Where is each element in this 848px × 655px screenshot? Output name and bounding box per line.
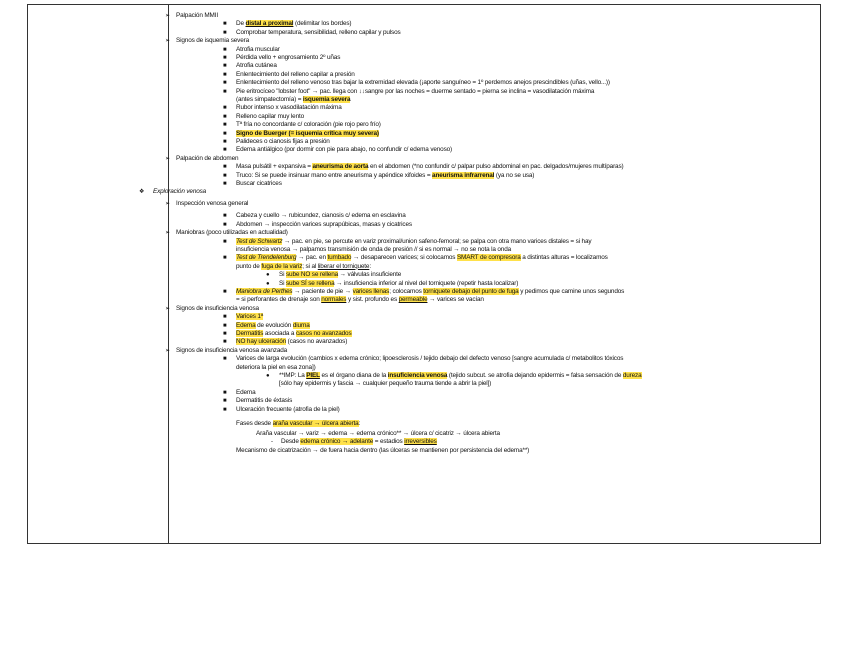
- text-segment: Buscar cicatrices: [236, 180, 282, 187]
- text-segment: ; si al: [302, 262, 318, 270]
- list-marker-icon: ●: [266, 373, 270, 379]
- list-item: [236, 355, 623, 363]
- list-marker-icon: ■: [223, 55, 227, 61]
- list-marker-icon: ■: [223, 221, 227, 228]
- list-marker-icon: ■: [223, 314, 227, 321]
- text-segment: → varices se vacían: [427, 296, 484, 304]
- text-segment: Si: [279, 279, 287, 287]
- highlighted-text: fuga de la variz: [261, 262, 303, 270]
- list-item: [236, 138, 330, 146]
- list-marker-icon: ■: [223, 164, 227, 171]
- list-item: [176, 12, 218, 20]
- list-item: [236, 338, 347, 346]
- text-segment: deteriora la piel en esa zona]): [236, 363, 316, 371]
- list-item: [236, 29, 401, 37]
- list-item: [256, 430, 500, 438]
- list-marker-icon: ■: [223, 139, 227, 145]
- text-segment: (delimitar los bordes): [293, 20, 352, 28]
- list-item: [236, 238, 591, 246]
- text-segment: = si perforantes de drenaje son: [236, 296, 322, 304]
- text-segment: liberar el torniquete: [317, 262, 370, 270]
- text-segment: Signos de insuficiencia venosa avanzada: [176, 346, 288, 354]
- highlighted-text: aneurisma de aorta: [312, 163, 369, 171]
- text-segment: [sólo hay epidermis y fascia → cualquier pequeño trauma tiende a abrir la piel]): [279, 380, 492, 388]
- list-item: [279, 271, 401, 279]
- highlighted-text: varices llenas: [352, 288, 390, 295]
- list-marker-icon: ■: [223, 63, 227, 70]
- text-segment: Signos de isquemia severa: [176, 37, 249, 45]
- list-item: [236, 96, 350, 104]
- text-segment: :: [358, 420, 361, 427]
- text-segment: Palpación MMII: [176, 12, 218, 19]
- text-segment: Palpación de abdomen: [176, 154, 239, 162]
- text-segment: ; colocamos: [389, 288, 424, 295]
- list-item: [236, 288, 624, 296]
- text-segment: (casos no avanzados): [286, 338, 348, 346]
- list-item: [236, 447, 529, 455]
- highlighted-text: insuficiencia venosa: [387, 372, 448, 379]
- list-item: [236, 71, 355, 79]
- list-item: [236, 254, 608, 262]
- text-segment: Si: [279, 271, 287, 279]
- highlighted-text: diurna: [292, 321, 310, 329]
- text-segment: Dermatitis de éxtasis: [236, 397, 293, 405]
- highlighted-text: araña vascular → úlcera abierta: [272, 420, 359, 427]
- highlighted-text: Test de Trendelenburg: [236, 254, 297, 262]
- list-item: [176, 305, 259, 313]
- list-item: [281, 438, 437, 446]
- highlighted-text: casos no avanzados: [295, 330, 352, 337]
- list-marker-icon: ➢: [165, 230, 171, 237]
- highlighted-text: PIEL: [306, 372, 320, 379]
- list-marker-icon: ■: [223, 406, 227, 413]
- text-segment: Araña vascular → variz → edema → edema crónico** → úlcera c/ cicatriz → úlcera abierta: [256, 430, 500, 437]
- text-segment: → desaparecen varices; si colocamos: [351, 254, 457, 262]
- list-marker-icon: ■: [223, 113, 227, 120]
- list-marker-icon: ■: [223, 29, 227, 36]
- list-item: [236, 113, 304, 121]
- text-segment: Cabeza y cuello → rubicundez, cianosis c/ edema en esclavina: [236, 212, 406, 220]
- list-marker-icon: ➢: [165, 201, 171, 208]
- list-marker-icon: ■: [223, 322, 227, 329]
- list-item: [236, 246, 511, 254]
- highlighted-text: irreversibles: [404, 438, 437, 446]
- list-marker-icon: ■: [223, 71, 227, 78]
- highlighted-text: NO hay ulceración: [236, 338, 287, 346]
- list-item: [236, 364, 316, 372]
- list-item: [153, 188, 206, 196]
- list-item: [236, 296, 484, 304]
- text-segment: Pie eritrocíceo "lobster foot" → pac. llega con ↓↓sangre por las noches = duerme sentado = pierna se inclina = vasodilatación máxima: [236, 87, 595, 95]
- text-segment: Enlentecimiento del relleno capilar a presión: [236, 70, 355, 78]
- list-item: [236, 221, 412, 229]
- list-marker-icon: ■: [223, 238, 227, 245]
- list-item: [236, 263, 371, 271]
- list-item: [236, 397, 292, 405]
- list-item: [236, 104, 342, 112]
- text-segment: a distintas alturas = localizamos: [520, 254, 608, 262]
- highlighted-text: Test de Schwartz: [236, 237, 283, 245]
- notes-table: [27, 4, 821, 544]
- text-segment: → paciente de pie →: [292, 288, 353, 295]
- text-segment: Varices de larga evolución (cambios x edema crónico; lipoesclerosis / tejido debajo del defecto venoso [sangre acumulada c/ metabolitos tóxicos: [236, 355, 624, 363]
- highlighted-text: Edema: [236, 321, 256, 329]
- text-segment: Exploración venosa: [153, 188, 207, 196]
- list-item: [236, 406, 340, 414]
- text-segment: Mecanismo de cicatrización → de fuera hacia dentro (las úlceras se mantienen por persistencia del edema**): [236, 446, 530, 454]
- text-segment: Comprobar temperatura, sensibilidad, relleno capilar y pulsos: [236, 28, 401, 36]
- list-item: [236, 79, 610, 87]
- list-item: [279, 280, 518, 288]
- list-marker-icon: ■: [223, 21, 227, 28]
- text-segment: Maniobras (poco utilizadas en actualidad): [176, 229, 288, 237]
- list-item: [236, 322, 310, 330]
- highlighted-text: Signo de Buerger (= isquemia crítica muy severa): [236, 129, 379, 137]
- text-segment: Fases desde: [236, 420, 273, 427]
- list-marker-icon: -: [271, 439, 273, 446]
- list-item: [236, 121, 381, 129]
- list-item: [236, 389, 256, 397]
- list-marker-icon: ➢: [165, 305, 171, 312]
- list-item: [236, 180, 282, 188]
- text-segment: Signos de insuficiencia venosa: [176, 304, 259, 312]
- text-segment: Truco: Si se puede insinuar mano entre aneurisma y apéndice xifoides =: [236, 171, 433, 179]
- list-marker-icon: ■: [223, 255, 227, 262]
- list-marker-icon: ➢: [165, 13, 171, 19]
- list-item: [236, 88, 594, 96]
- list-marker-icon: ■: [223, 80, 227, 87]
- text-segment: de evolución: [255, 321, 293, 329]
- text-segment: → insuficiencia inferior al nivel del torniquete (repetir hasta localizar): [334, 279, 519, 287]
- list-marker-icon: ●: [266, 272, 270, 279]
- text-segment: → pac. en pie, se percute en variz proximal/union safeno-femoral; se palpa con otra mano varices distales = si hay: [282, 237, 592, 245]
- text-segment: :: [369, 262, 371, 270]
- list-item: [236, 313, 263, 321]
- highlighted-text: tumbado: [327, 254, 352, 262]
- list-item: [236, 46, 280, 54]
- list-marker-icon: ■: [223, 105, 227, 112]
- text-segment: Edema antiálgico (por dormir con pie para abajo, no confundir c/ edema venoso): [236, 146, 453, 154]
- text-segment: De: [236, 20, 246, 28]
- list-item: [236, 62, 277, 70]
- text-segment: (ya no se usa): [494, 171, 535, 179]
- list-marker-icon: ➢: [165, 38, 171, 45]
- list-item: [236, 130, 379, 138]
- highlighted-text: edema crónico → adelante: [300, 438, 374, 446]
- list-marker-icon: ❖: [139, 189, 145, 196]
- list-item: [236, 146, 452, 154]
- highlighted-text: permeable: [398, 296, 428, 304]
- highlighted-text: distal a proximal: [245, 20, 294, 28]
- text-segment: Edema: [236, 388, 256, 396]
- text-segment: → válvulas insuficiente: [338, 271, 402, 279]
- list-item: [236, 172, 534, 180]
- highlighted-text: Varices 1ª: [236, 313, 264, 321]
- column-divider: [168, 5, 169, 543]
- text-segment: y sist. profundo es: [346, 296, 399, 304]
- list-item: [236, 20, 351, 28]
- text-segment: asociada a: [263, 330, 296, 337]
- list-item: [176, 200, 248, 208]
- highlighted-text: isquemia severa: [302, 96, 351, 103]
- text-segment: (tejido subcut. se atrofia dejando epidermis = falsa sensación de: [447, 372, 623, 379]
- list-marker-icon: ●: [266, 280, 270, 287]
- highlighted-text: Dermatitis: [236, 330, 264, 337]
- list-item: [236, 163, 623, 171]
- list-item: [236, 330, 352, 338]
- highlighted-text: dureza: [622, 372, 642, 379]
- highlighted-text: aneurisma infrarrenal: [432, 171, 495, 179]
- list-marker-icon: ■: [223, 331, 227, 337]
- list-item: [236, 420, 360, 428]
- text-segment: Tª fría no concordante c/ coloración (pie rojo pero frío): [236, 121, 381, 129]
- list-marker-icon: ■: [223, 398, 227, 405]
- list-marker-icon: ■: [223, 130, 227, 137]
- text-segment: Desde: [281, 438, 301, 446]
- text-segment: Relleno capilar muy lento: [236, 112, 305, 120]
- highlighted-text: normales: [321, 296, 347, 304]
- text-segment: **IMP: La: [279, 372, 307, 379]
- list-item: [176, 37, 249, 45]
- text-segment: Pérdida vello + engrosamiento 2º uñas: [236, 54, 341, 61]
- text-segment: Atrofia muscular: [236, 45, 280, 53]
- list-marker-icon: ➢: [165, 155, 171, 162]
- text-segment: = estadios: [373, 438, 405, 446]
- highlighted-text: SMART de compresora: [456, 254, 521, 262]
- text-segment: Rubor intenso x vasodilatación máxima: [236, 104, 342, 112]
- text-segment: es el órgano diana de la: [319, 372, 388, 379]
- text-segment: Palideces o cianosis fijas a presión: [236, 138, 330, 145]
- text-segment: Ulceración frecuente (atrofia de la piel): [236, 405, 340, 413]
- text-segment: insuficiencia venosa → palpamos transmisión de onda de presión // si es normal → no se nota la onda: [236, 246, 512, 253]
- list-marker-icon: ■: [223, 181, 227, 187]
- list-marker-icon: ■: [223, 339, 227, 346]
- list-marker-icon: ■: [223, 122, 227, 129]
- text-segment: en el abdomen (*no confundir c/ palpar pulso abdominal en pac. delgados/mujeres multíparas): [368, 163, 624, 171]
- highlighted-text: sube SÍ se rellena: [286, 279, 335, 287]
- text-segment: (antes simpatectomía) =: [236, 96, 303, 103]
- list-marker-icon: ■: [223, 147, 227, 154]
- list-marker-icon: ■: [223, 46, 227, 53]
- text-segment: Abdomen → inspección varices suprapúbicas, masas y cicatrices: [236, 220, 412, 228]
- list-marker-icon: ➢: [165, 347, 171, 354]
- highlighted-text: Maniobra de Perthes: [236, 288, 293, 295]
- list-marker-icon: ■: [223, 356, 227, 363]
- list-item: [279, 372, 642, 380]
- list-marker-icon: ■: [223, 213, 227, 220]
- list-marker-icon: ■: [223, 289, 227, 295]
- list-marker-icon: ■: [223, 172, 227, 179]
- text-segment: Inspección venosa general: [176, 200, 249, 208]
- text-segment: punto de: [236, 262, 262, 270]
- list-item: [176, 155, 238, 163]
- list-item: [176, 229, 288, 237]
- text-segment: Masa pulsátil + expansiva =: [236, 163, 313, 171]
- list-item: [176, 347, 287, 355]
- highlighted-text: torniquete debajo del punto de fuga: [423, 288, 519, 295]
- text-segment: y pedimos que camine unos segundos: [518, 288, 625, 295]
- list-marker-icon: ■: [223, 88, 227, 95]
- text-segment: → pac. en: [296, 254, 328, 262]
- list-item: [236, 54, 340, 62]
- list-item: [279, 380, 491, 388]
- text-segment: Atrofia cutánea: [236, 62, 277, 70]
- highlighted-text: sube NO se rellena: [286, 271, 339, 279]
- list-marker-icon: ■: [223, 389, 227, 396]
- list-item: [236, 212, 406, 220]
- text-segment: Enlentecimiento del relleno venoso tras bajar la extremidad elevada (¡aporte sanguíneo = 1º perdemos anejos prescindibles (uñas, vello...)): [236, 79, 610, 87]
